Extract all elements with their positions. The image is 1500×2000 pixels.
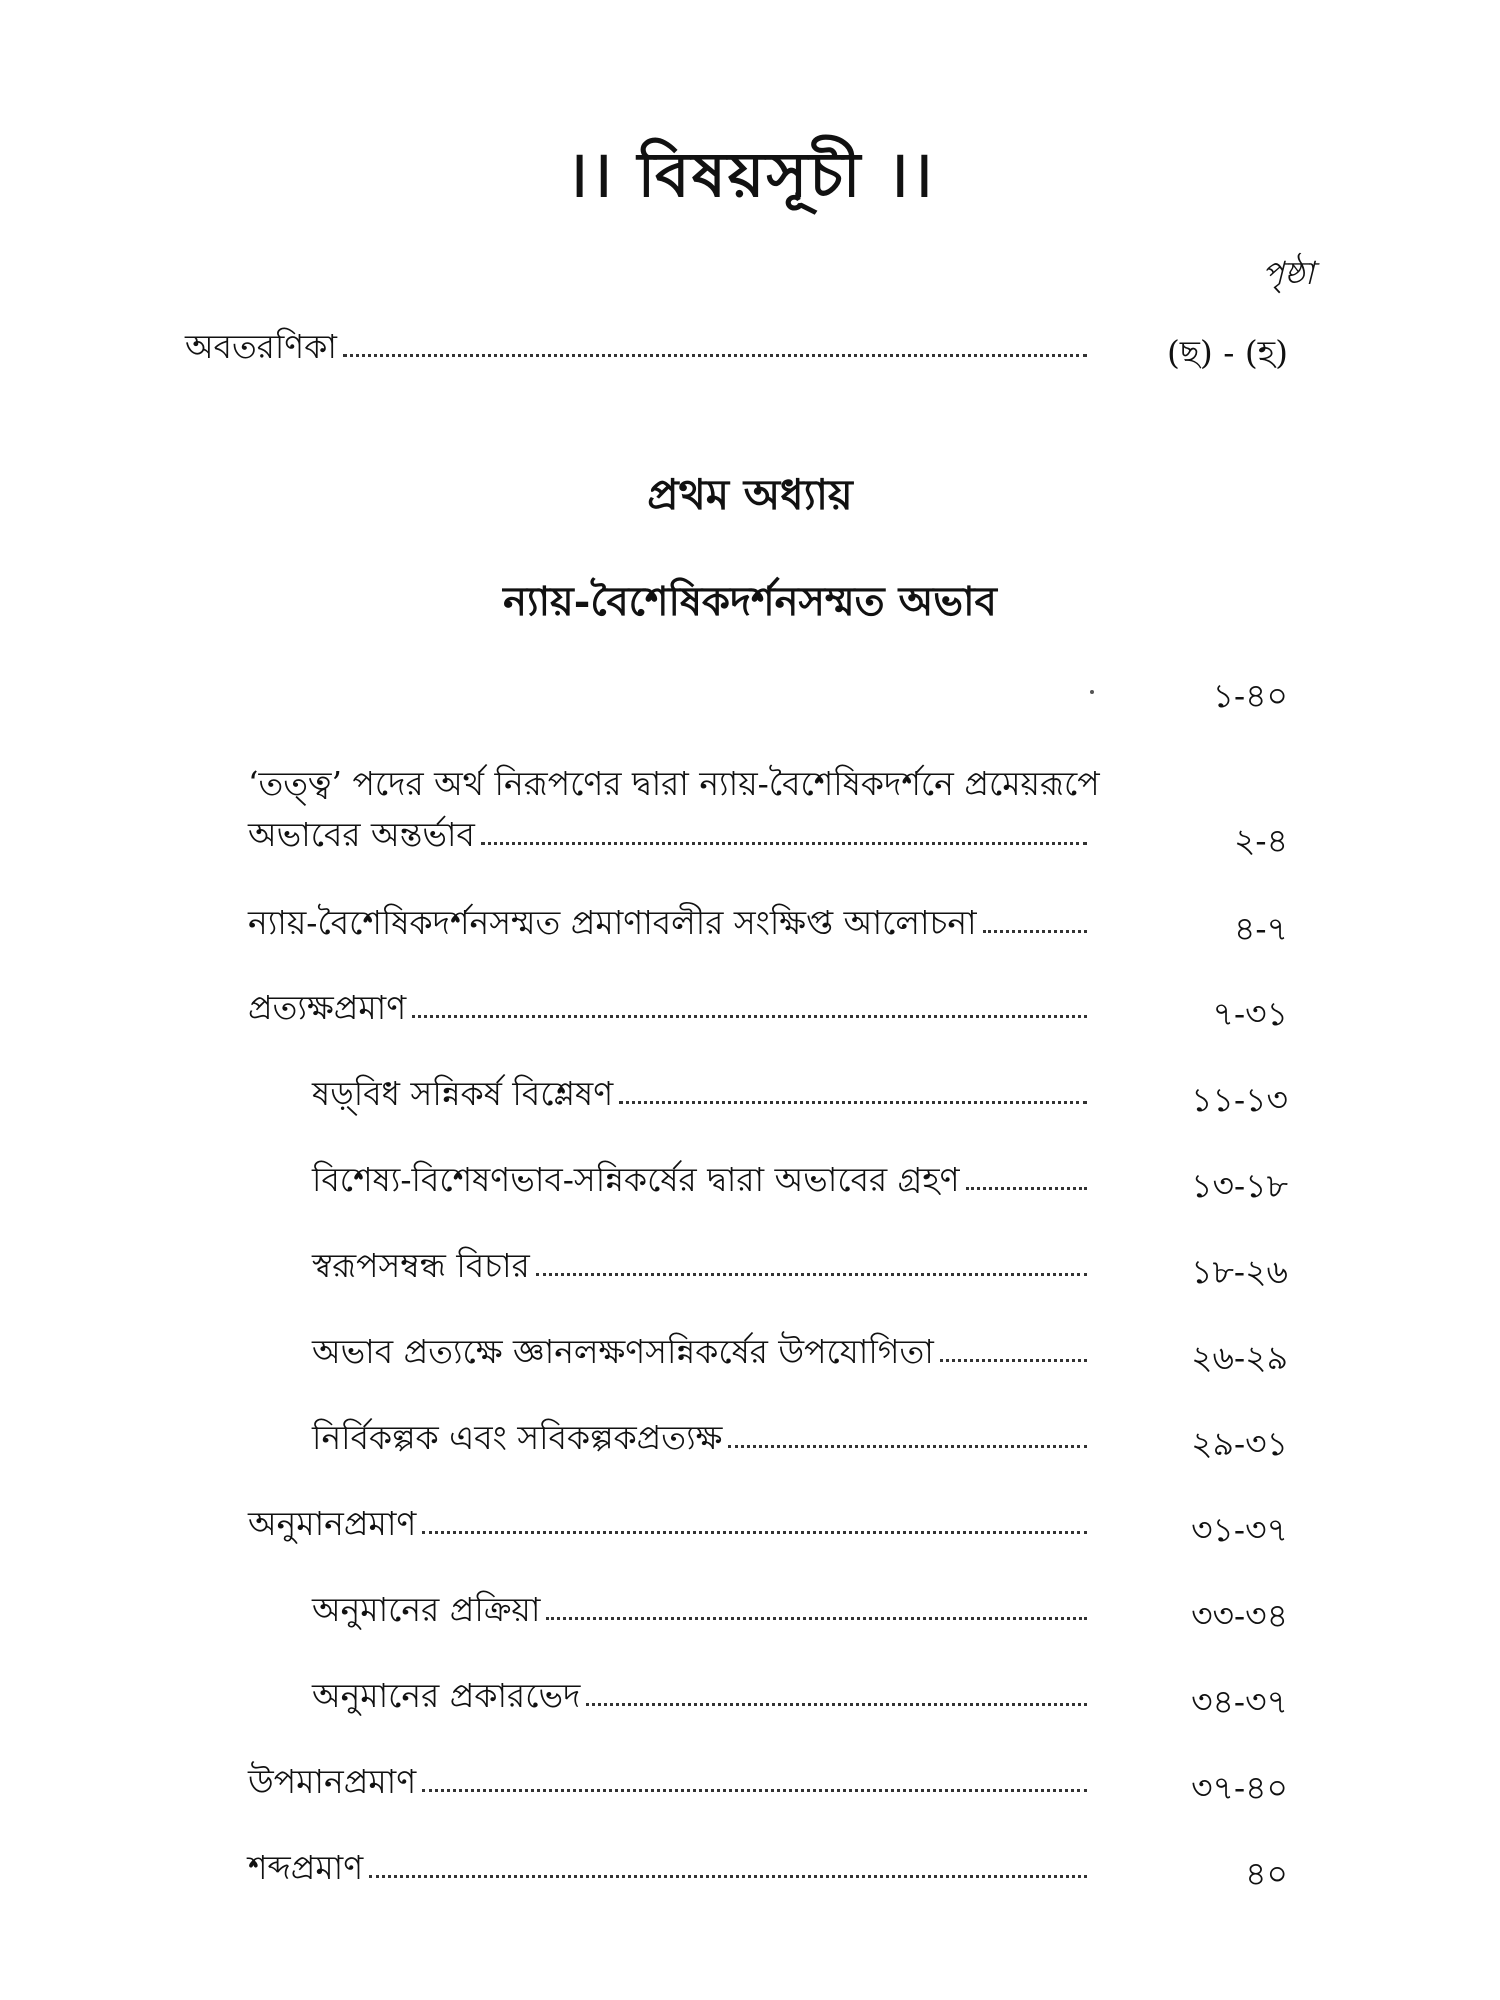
toc-entry-label: শব্দপ্রমাণ: [248, 1848, 364, 1887]
page-title: ।। বিষয়সূচী ।।: [565, 138, 935, 211]
chapter-subheading: ন্যায়-বৈশেষিকদর্শনসম্মত অভাব: [503, 578, 997, 625]
toc-entry-label: উপমানপ্রমাণ: [248, 1762, 417, 1801]
dot-leader: [940, 1359, 1087, 1362]
toc-subentry: [312, 1332, 1095, 1372]
toc-entry-label: অনুমানের প্রকারভেদ: [312, 1676, 581, 1715]
toc-entry-pages: ৩১-৩৭: [1191, 1510, 1288, 1549]
toc-entry-pages: ৭-৩১: [1212, 994, 1288, 1033]
toc-subentry: [312, 1676, 1095, 1716]
toc-entry-label: বিশেষ্য-বিশেষণভাব-সন্নিকর্ষের দ্বারা অভাবের গ্রহণ: [312, 1160, 960, 1199]
dot-leader: [966, 1187, 1087, 1190]
toc-entry-pages: ৪০: [1245, 1854, 1288, 1893]
dot-leader: [412, 1015, 1087, 1018]
toc-entry-pages: ১৮-২৬: [1191, 1252, 1288, 1291]
toc-entry-pages: ৩৩-৩৪: [1191, 1596, 1288, 1635]
dot-leader: [343, 354, 1087, 357]
toc-entry-label-line1: ‘তত্ত্ব’ পদের অর্থ নিরূপণের দ্বারা ন্যায়-বৈশেষিকদর্শনে প্রমেয়রূপে: [248, 764, 1100, 803]
dot-leader: [422, 1531, 1087, 1534]
dot-leader: [619, 1101, 1087, 1104]
toc-subentry: [312, 1074, 1095, 1114]
toc-entry-pages: ১৩-১৮: [1191, 1166, 1288, 1205]
toc-entry-label: অনুমানপ্রমাণ: [248, 1504, 417, 1543]
toc-subentry: [312, 1418, 1095, 1458]
toc-entry-label: অনুমানের প্রক্রিয়া: [312, 1590, 541, 1629]
dot-leader: [586, 1703, 1087, 1706]
toc-subentry: [312, 1590, 1095, 1630]
toc-entry-label: স্বরূপসম্বন্ধ বিচার: [312, 1246, 530, 1285]
toc-entry-intro: [185, 327, 1095, 367]
toc-entry-pages: ৩৪-৩৭: [1191, 1682, 1288, 1721]
dot-leader: [422, 1789, 1087, 1792]
toc-entry-pages: ৪-৭: [1233, 909, 1288, 948]
toc-entry: [248, 988, 1095, 1028]
dot-leader: [728, 1445, 1087, 1448]
toc-entry-label: নির্বিকল্পক এবং সবিকল্পকপ্রত্যক্ষ: [312, 1418, 723, 1457]
toc-entry-label: অবতরণিকা: [185, 327, 337, 366]
toc-subentry: [312, 1160, 1095, 1200]
toc-entry: [248, 903, 1095, 943]
toc-entry: [248, 1848, 1095, 1888]
toc-entry: [248, 815, 1095, 855]
toc-entry-pages: ৩৭-৪০: [1191, 1768, 1288, 1807]
dot-leader: [983, 930, 1087, 933]
toc-entry-pages: ২৬-২৯: [1191, 1338, 1288, 1377]
toc-subentry: [312, 1246, 1095, 1286]
toc-entry: [248, 1762, 1095, 1802]
chapter-pages: ১-৪০: [1212, 676, 1288, 715]
toc-entry-label: প্রত্যক্ষপ্রমাণ: [248, 988, 407, 1027]
toc-entry-pages: ১১-১৩: [1191, 1080, 1288, 1119]
stray-mark: [1090, 690, 1094, 694]
dot-leader: [369, 1875, 1087, 1878]
chapter-heading: প্রথম অধ্যায়: [647, 470, 853, 519]
toc-entry-pages: ২৯-৩১: [1191, 1424, 1288, 1463]
dot-leader: [546, 1617, 1087, 1620]
toc-entry-label: ষড়্‌বিধ সন্নিকর্ষ বিশ্লেষণ: [312, 1074, 614, 1113]
toc-entry-label: অভাবের অন্তর্ভাব: [248, 815, 475, 854]
toc-entry-pages: (ছ) - (হ): [1167, 333, 1288, 372]
dot-leader: [481, 842, 1087, 845]
toc-entry: [248, 1504, 1095, 1544]
toc-entry-pages: ২-৪: [1233, 821, 1288, 860]
dot-leader: [536, 1273, 1087, 1276]
page-column-label: পৃষ্ঠা: [1262, 254, 1314, 292]
toc-entry-label: অভাব প্রত্যক্ষে জ্ঞানলক্ষণসন্নিকর্ষের উপযোগিতা: [312, 1332, 934, 1371]
toc-entry-label: ন্যায়-বৈশেষিকদর্শনসম্মত প্রমাণাবলীর সংক্ষিপ্ত আলোচনা: [248, 903, 977, 942]
